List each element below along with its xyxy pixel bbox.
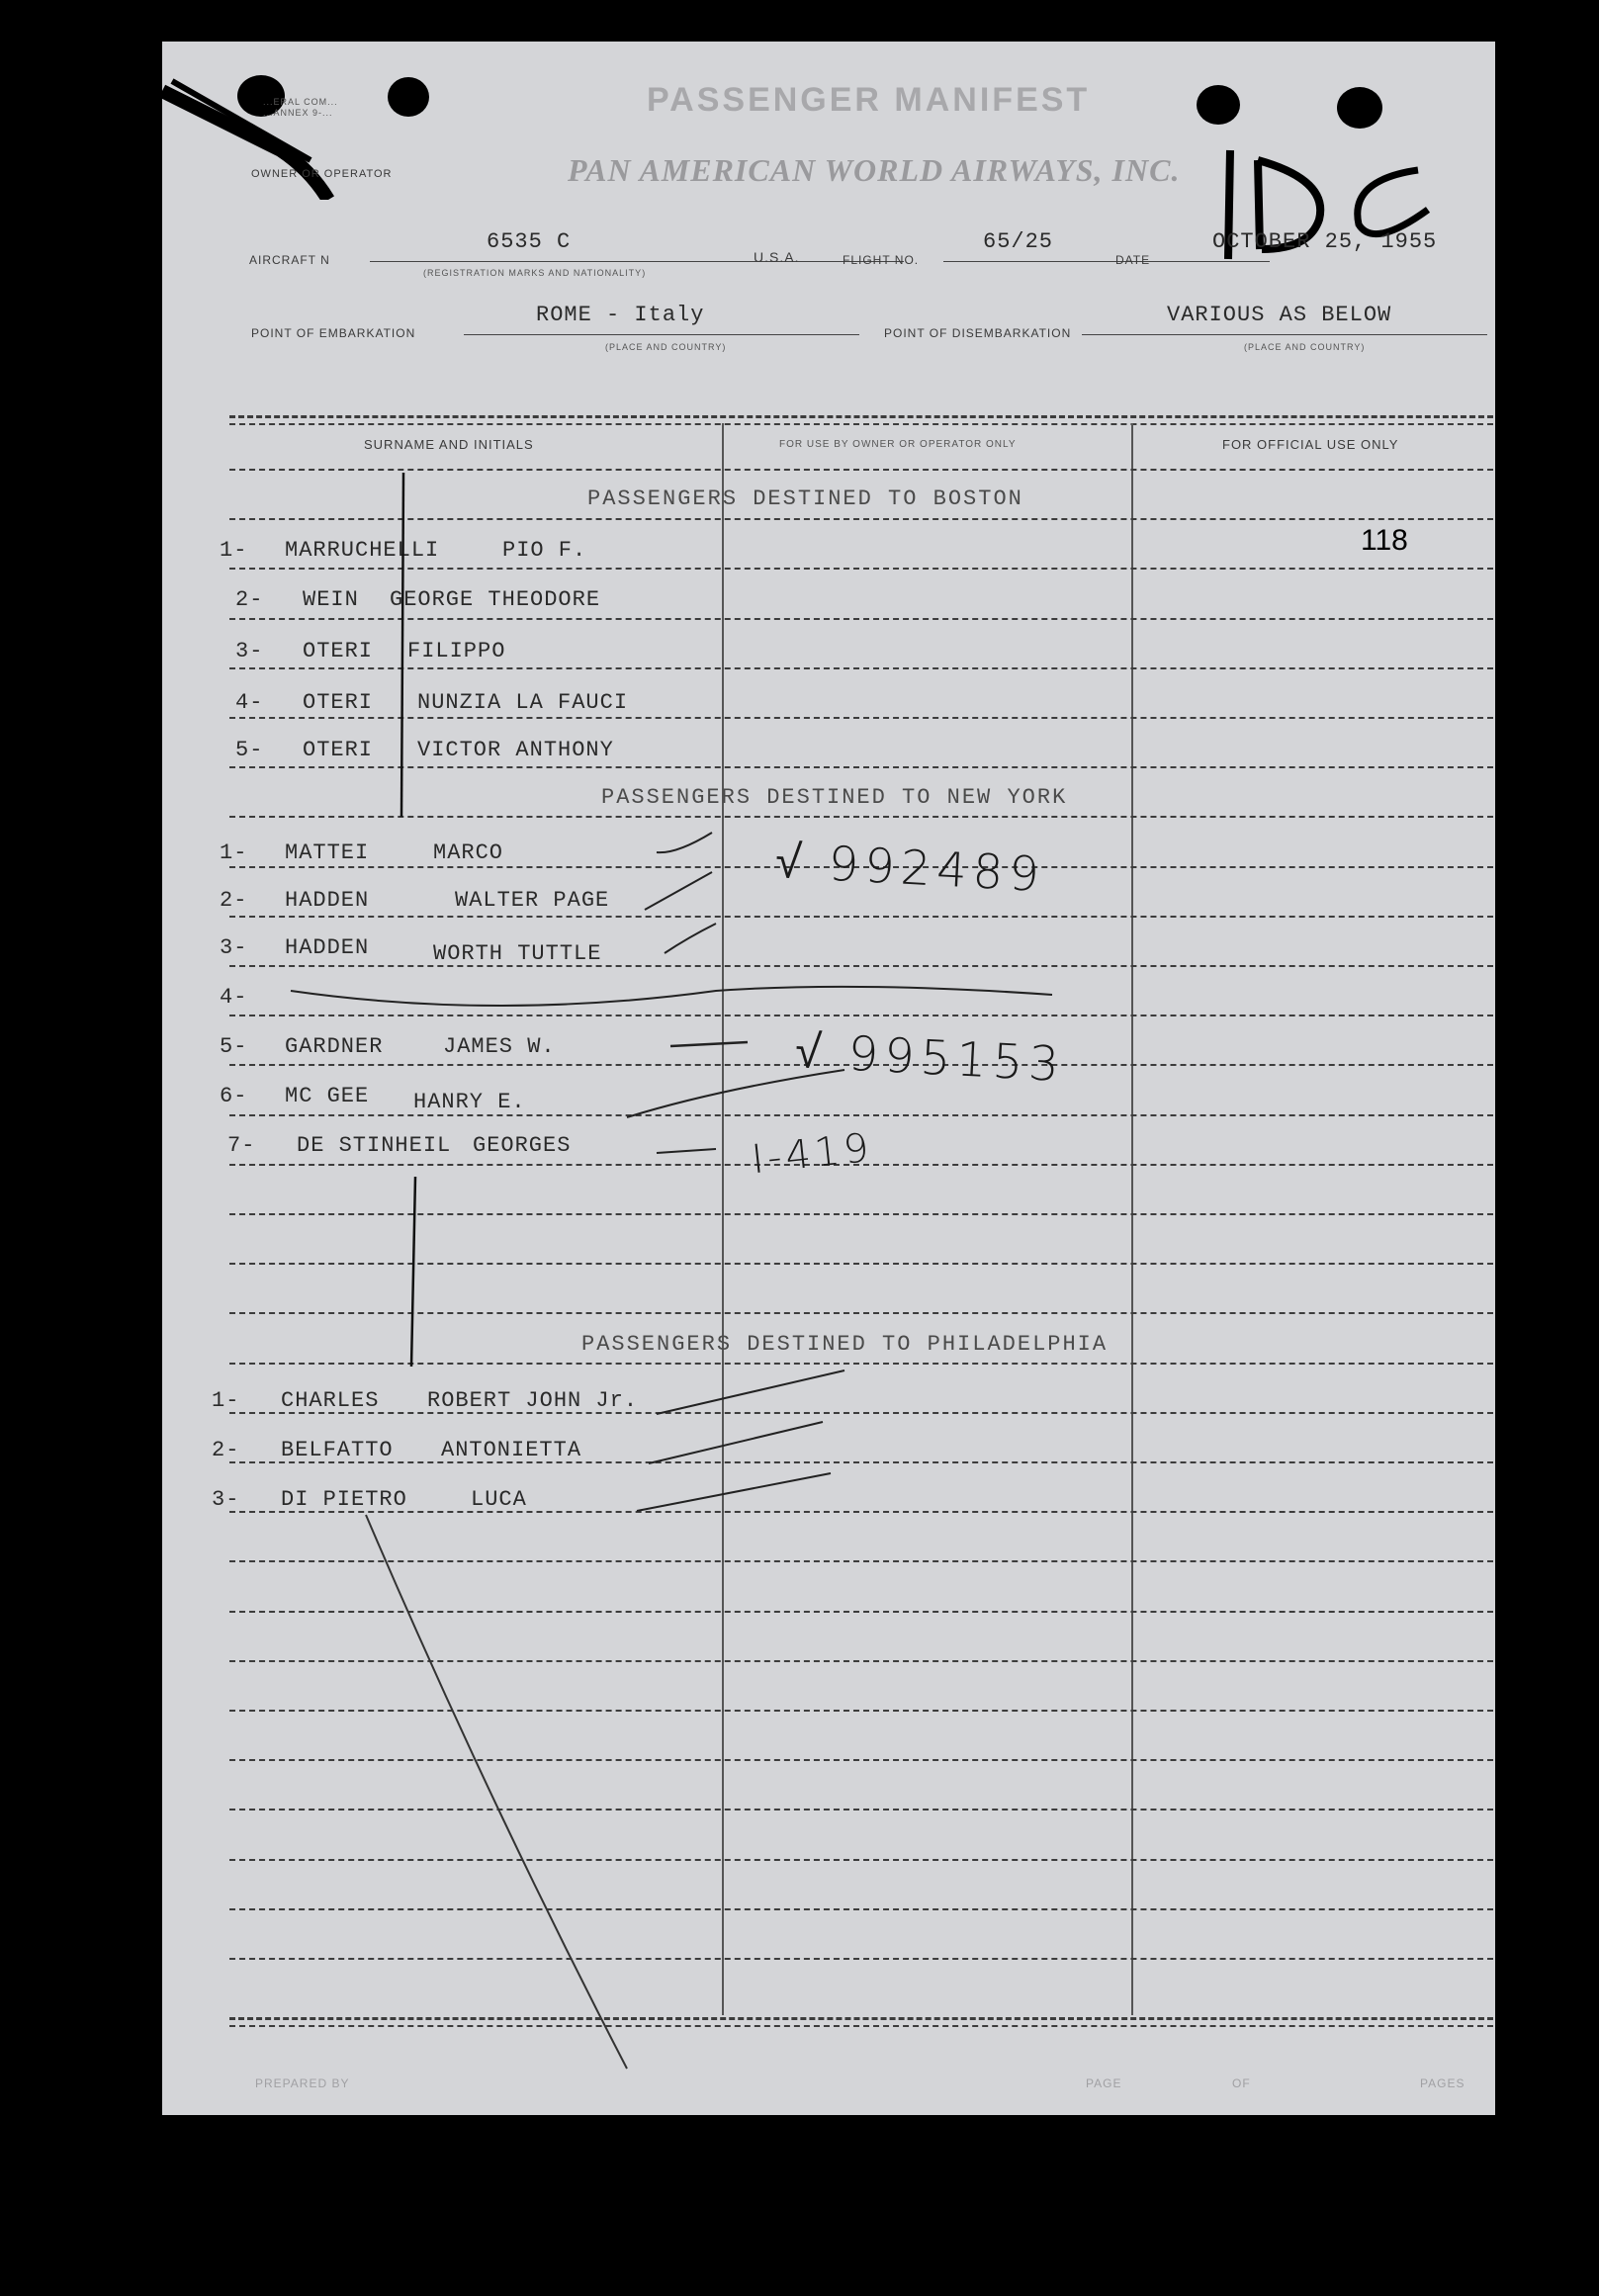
stamp-line: ...ERAL COM... [263,97,338,107]
passenger-surname: MARRUCHELLI [285,538,440,563]
passenger-number: 3- [212,1487,240,1512]
passenger-number: 2- [212,1438,240,1462]
passenger-given: NUNZIA LA FAUCI [417,690,629,715]
date-value: OCTOBER 25, 1955 [1212,229,1438,254]
form-title: PASSENGER MANIFEST [647,81,1091,119]
passenger-number: 5- [220,1034,248,1059]
usa-label: U.S.A. [754,249,800,265]
pages-label: PAGES [1420,2076,1466,2090]
column-header-official: FOR OFFICIAL USE ONLY [1222,437,1399,452]
column-header-owner: FOR USE BY OWNER OR OPERATOR ONLY [779,439,1017,450]
passenger-surname: OTERI [303,690,374,715]
passenger-surname: HADDEN [285,935,370,960]
passenger-number: 6- [220,1084,248,1108]
stamp-line: ...ANNEX 9-... [263,108,333,118]
handwritten-note: √ 992489 [773,833,1047,904]
passenger-given: WALTER PAGE [455,888,610,913]
passenger-given: GEORGES [473,1133,572,1158]
table-bottom-rule [229,2017,1493,2020]
embark-value: ROME - Italy [536,303,705,327]
aircraft-label: AIRCRAFT N [249,253,330,267]
flight-label: FLIGHT NO. [843,253,920,267]
handwritten-note: √ 995153 [793,1022,1067,1094]
passenger-given: WORTH TUTTLE [433,941,602,966]
passenger-surname: WEIN [303,587,359,612]
passenger-number: 1- [220,840,248,865]
passenger-surname: DI PIETRO [281,1487,407,1512]
flight-value: 65/25 [983,229,1054,254]
passenger-number: 2- [220,888,248,913]
section-title-new-york: PASSENGERS DESTINED TO NEW YORK [601,785,1068,810]
owner-label: OWNER OR OPERATOR [251,168,393,180]
passenger-number: 1- [212,1388,240,1413]
owner-value: PAN AMERICAN WORLD AIRWAYS, INC. [568,152,1181,188]
passenger-surname: OTERI [303,639,374,663]
disembark-caption: (PLACE AND COUNTRY) [1244,342,1366,352]
passenger-given: FILIPPO [407,639,506,663]
passenger-surname: OTERI [303,738,374,762]
passenger-surname: MC GEE [285,1084,370,1108]
date-label: DATE [1115,253,1151,267]
section-title-philadelphia: PASSENGERS DESTINED TO PHILADELPHIA [581,1332,1109,1357]
page-label: PAGE [1086,2076,1122,2090]
passenger-given: HANRY E. [413,1090,526,1114]
passenger-surname: GARDNER [285,1034,384,1059]
official-number: 118 [1361,524,1408,557]
passenger-given: ROBERT JOHN Jr. [427,1388,639,1413]
column-header-name: SURNAME AND INITIALS [364,437,534,452]
disembark-label: POINT OF DISEMBARKATION [884,326,1072,340]
table-bottom-rule [229,2025,1493,2027]
passenger-number: 4- [235,690,264,715]
passenger-given: VICTOR ANTHONY [417,738,614,762]
registration-caption: (REGISTRATION MARKS AND NATIONALITY) [423,268,647,278]
embark-caption: (PLACE AND COUNTRY) [605,342,727,352]
passenger-given: MARCO [433,840,504,865]
passenger-given: ANTONIETTA [441,1438,582,1462]
passenger-surname: HADDEN [285,888,370,913]
prepared-label: PREPARED BY [255,2076,350,2090]
passenger-surname: BELFATTO [281,1438,394,1462]
disembark-value: VARIOUS AS BELOW [1167,303,1392,327]
passenger-given: GEORGE THEODORE [390,587,601,612]
passenger-number: 2- [235,587,264,612]
handwritten-note: I-419 [749,1124,875,1184]
passenger-number: 4- [220,985,248,1010]
passenger-surname: DE STINHEIL [297,1133,452,1158]
of-label: OF [1232,2076,1251,2090]
passenger-number: 3- [235,639,264,663]
aircraft-value: 6535 C [487,229,572,254]
embark-label: POINT OF EMBARKATION [251,326,416,340]
passenger-number: 3- [220,935,248,960]
passenger-surname: CHARLES [281,1388,380,1413]
passenger-number: 1- [220,538,248,563]
passenger-number: 5- [235,738,264,762]
manifest-page [162,42,1495,2115]
passenger-given: JAMES W. [443,1034,556,1059]
passenger-given: LUCA [471,1487,527,1512]
pen-marks [162,42,1495,2115]
passenger-surname: MATTEI [285,840,370,865]
section-title-boston: PASSENGERS DESTINED TO BOSTON [587,486,1023,511]
passenger-given: PIO F. [502,538,587,563]
passenger-number: 7- [227,1133,256,1158]
